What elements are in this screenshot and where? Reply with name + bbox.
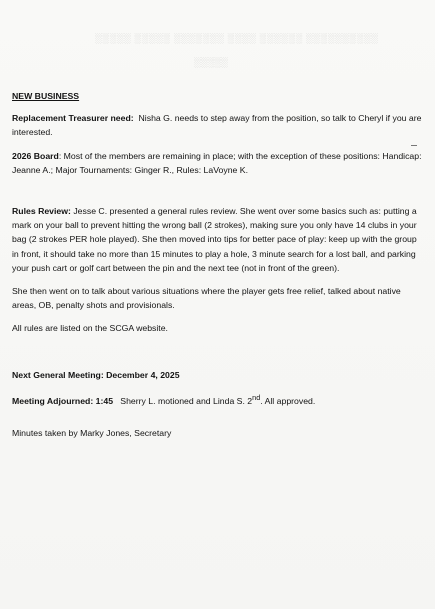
adjourned-text-post: . All approved.	[260, 395, 316, 406]
next-meeting-line: Next General Meeting: December 4, 2025	[12, 369, 180, 380]
replacement-treasurer-text: Nisha G. needs to step away from the position, so talk to Cheryl if you are interested.	[12, 113, 422, 138]
rules-review-text: Jesse C. presented a general rules review. She went over some basics such as: putting a mark on your ball to prevent hitting the wrong ball (2 strokes), making sure you only have 14 clubs in your bag (2 strokes PER hole played). She then moved into tips for better pace of play: keep up with the group in front, it should take no more than 15 minutes to play a hole, 3 minute search for a lost ball, and parking your push cart or golf cart between the pin and the next tee (not in front of the green).	[12, 206, 417, 273]
scga-paragraph: All rules are listed on the SCGA website.	[12, 323, 168, 334]
rules-review-label: Rules Review:	[12, 206, 71, 217]
replacement-treasurer-label: Replacement Treasurer need:	[12, 113, 134, 124]
new-business-heading: NEW BUSINESS	[12, 91, 80, 101]
relief-paragraph: She then went on to talk about various situations where the player gets free relief, talked about native areas, OB, penalty shots and provisionals.	[12, 286, 401, 311]
show-through-title: ░░░░░ ░░░░░ ░░░░░░░ ░░░░ ░░░░░░ ░░░░░░░░░░	[95, 33, 379, 44]
adjourned-label: Meeting Adjourned: 1:45	[12, 395, 114, 406]
board-text: : Most of the members are remaining in place; with the exception of these positions: Handicap: Jeanne A.; Major Tournaments: Ginger R., Rules: LaVoyne K.	[12, 150, 422, 175]
show-through-date: ░░░░░	[194, 57, 228, 68]
board-paragraph	[12, 149, 424, 177]
stray-pen-mark	[411, 145, 417, 146]
minutes-taken-line: Minutes taken by Marky Jones, Secretary	[12, 427, 172, 438]
adjourned-text-pre: Sherry L. motioned and Linda S. 2	[120, 395, 253, 406]
adjourned-paragraph	[12, 391, 424, 408]
rules-review-paragraph	[12, 204, 424, 275]
replacement-treasurer-paragraph	[12, 111, 424, 139]
adjourned-sup: nd	[252, 392, 261, 402]
board-label: 2026 Board	[12, 150, 59, 161]
meeting-minutes	[12, 89, 424, 440]
